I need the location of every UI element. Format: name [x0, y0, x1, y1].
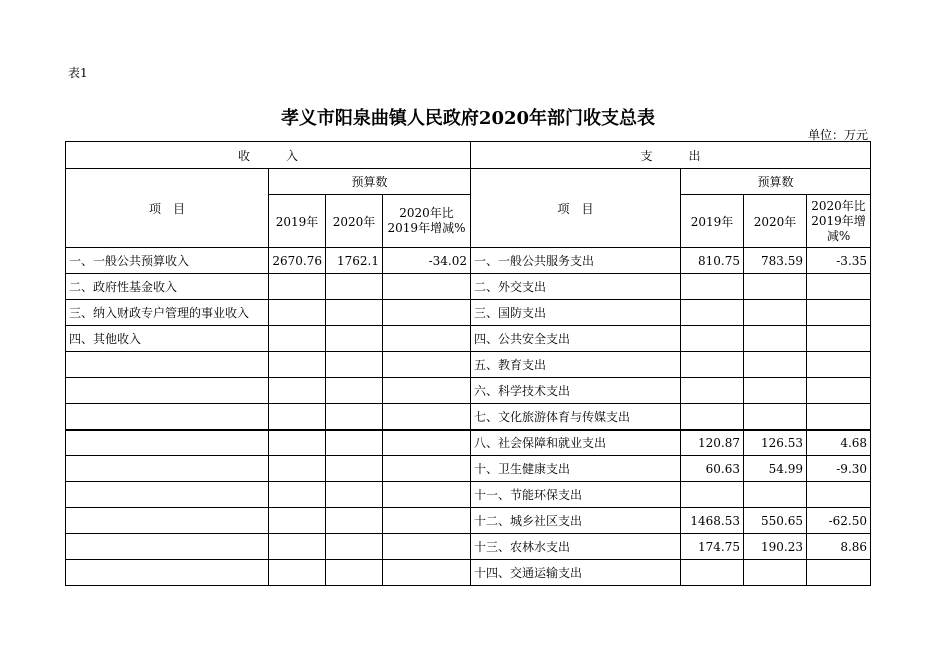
table-row — [66, 482, 871, 508]
income-change-cell — [383, 404, 471, 430]
income-change-cell — [383, 430, 471, 456]
expense-change-cell: -9.30 — [807, 456, 871, 482]
expense-item-cell: 六、科学技术支出 — [471, 378, 681, 404]
table-row — [66, 274, 871, 300]
table-row — [66, 456, 871, 482]
expense-2020-cell: 550.65 — [744, 508, 807, 534]
income-change-cell — [383, 326, 471, 352]
income-item-cell — [66, 482, 269, 508]
expense-item-cell: 二、外交支出 — [471, 274, 681, 300]
income-change-cell — [383, 456, 471, 482]
income-2020-cell — [326, 274, 383, 300]
income-2020-cell — [326, 534, 383, 560]
expense-2020-header: 2020年 — [744, 195, 807, 248]
income-2020-cell — [326, 456, 383, 482]
income-item-cell — [66, 508, 269, 534]
income-change-cell — [383, 352, 471, 378]
expense-2020-cell — [744, 560, 807, 586]
header-row-2 — [66, 169, 871, 195]
income-2019-cell — [269, 534, 326, 560]
expense-2020-cell: 783.59 — [744, 248, 807, 274]
expense-change-cell — [807, 404, 871, 430]
table-row — [66, 248, 871, 274]
income-item-cell — [66, 404, 269, 430]
expense-change-header: 2020年比2019年增减% — [807, 195, 871, 248]
expense-change-cell — [807, 326, 871, 352]
expense-2020-cell — [744, 378, 807, 404]
table-row — [66, 560, 871, 586]
income-change-cell — [383, 482, 471, 508]
income-2020-cell — [326, 326, 383, 352]
expense-2020-cell — [744, 404, 807, 430]
expense-2019-cell: 810.75 — [681, 248, 744, 274]
header-row-1 — [66, 142, 871, 169]
expense-2019-cell: 120.87 — [681, 430, 744, 456]
expense-change-cell — [807, 560, 871, 586]
expense-item-cell: 十四、交通运输支出 — [471, 560, 681, 586]
income-2019-cell — [269, 508, 326, 534]
income-2020-cell — [326, 482, 383, 508]
income-change-cell: -34.02 — [383, 248, 471, 274]
expense-change-cell: 8.86 — [807, 534, 871, 560]
income-2019-cell — [269, 560, 326, 586]
expense-change-cell — [807, 352, 871, 378]
table-row — [66, 508, 871, 534]
income-2020-cell — [326, 508, 383, 534]
income-2020-cell — [326, 430, 383, 456]
expense-2019-cell: 60.63 — [681, 456, 744, 482]
income-2020-cell — [326, 378, 383, 404]
expense-change-cell: -62.50 — [807, 508, 871, 534]
expense-change-cell — [807, 300, 871, 326]
expense-item-cell: 七、文化旅游体育与传媒支出 — [471, 404, 681, 430]
income-2019-cell — [269, 430, 326, 456]
income-2019-cell — [269, 326, 326, 352]
expense-item-header: 项 目 — [471, 169, 681, 248]
expense-2019-cell — [681, 482, 744, 508]
income-2020-cell — [326, 300, 383, 326]
unit-label: 单位：万元 — [807, 128, 868, 142]
expense-2019-cell — [681, 352, 744, 378]
income-item-cell — [66, 378, 269, 404]
table-label: 表1 — [68, 66, 88, 80]
income-item-cell: 一、一般公共预算收入 — [66, 248, 269, 274]
table-row — [66, 300, 871, 326]
income-2020-cell — [326, 560, 383, 586]
income-2019-header: 2019年 — [269, 195, 326, 248]
expense-item-cell: 三、国防支出 — [471, 300, 681, 326]
page-title: 孝义市阳泉曲镇人民政府2020年部门收支总表 — [280, 108, 656, 129]
income-item-cell — [66, 560, 269, 586]
expense-2019-cell — [681, 378, 744, 404]
expense-2020-cell — [744, 274, 807, 300]
expense-2019-cell — [681, 560, 744, 586]
expense-2020-cell: 190.23 — [744, 534, 807, 560]
expense-budget-header: 预算数 — [681, 169, 871, 195]
expense-change-cell — [807, 378, 871, 404]
expense-change-cell — [807, 482, 871, 508]
income-item-cell — [66, 352, 269, 378]
expense-2020-cell — [744, 482, 807, 508]
income-item-cell — [66, 456, 269, 482]
expense-change-cell: -3.35 — [807, 248, 871, 274]
table-row — [66, 404, 871, 430]
income-change-cell — [383, 534, 471, 560]
budget-table — [65, 141, 871, 586]
expense-item-cell: 五、教育支出 — [471, 352, 681, 378]
income-change-cell — [383, 378, 471, 404]
expense-change-cell — [807, 274, 871, 300]
expense-2019-cell — [681, 300, 744, 326]
income-2019-cell — [269, 482, 326, 508]
expense-header: 支 出 — [471, 142, 871, 169]
income-item-cell — [66, 534, 269, 560]
income-2019-cell — [269, 274, 326, 300]
income-header: 收 入 — [66, 142, 471, 169]
expense-item-cell: 十一、节能环保支出 — [471, 482, 681, 508]
expense-item-cell: 一、一般公共服务支出 — [471, 248, 681, 274]
income-2019-cell — [269, 352, 326, 378]
expense-item-cell: 八、社会保障和就业支出 — [471, 430, 681, 456]
income-2019-cell — [269, 404, 326, 430]
income-item-cell: 三、纳入财政专户管理的事业收入 — [66, 300, 269, 326]
table-row — [66, 534, 871, 560]
expense-item-cell: 十三、农林水支出 — [471, 534, 681, 560]
table-row — [66, 326, 871, 352]
expense-item-cell: 四、公共安全支出 — [471, 326, 681, 352]
expense-item-cell: 十二、城乡社区支出 — [471, 508, 681, 534]
income-2019-cell: 2670.76 — [269, 248, 326, 274]
expense-2019-cell — [681, 404, 744, 430]
expense-2020-cell — [744, 300, 807, 326]
income-item-cell — [66, 430, 269, 456]
expense-2019-header: 2019年 — [681, 195, 744, 248]
expense-change-cell: 4.68 — [807, 430, 871, 456]
income-budget-header: 预算数 — [269, 169, 471, 195]
expense-2020-cell: 126.53 — [744, 430, 807, 456]
income-item-header: 项 目 — [66, 169, 269, 248]
expense-2019-cell: 1468.53 — [681, 508, 744, 534]
income-item-cell: 四、其他收入 — [66, 326, 269, 352]
income-change-header: 2020年比2019年增减% — [383, 195, 471, 248]
income-2020-header: 2020年 — [326, 195, 383, 248]
income-change-cell — [383, 508, 471, 534]
income-2019-cell — [269, 456, 326, 482]
income-change-cell — [383, 300, 471, 326]
income-change-cell — [383, 274, 471, 300]
income-2020-cell — [326, 404, 383, 430]
income-2020-cell: 1762.1 — [326, 248, 383, 274]
table-row — [66, 352, 871, 378]
expense-2020-cell: 54.99 — [744, 456, 807, 482]
expense-2019-cell — [681, 274, 744, 300]
income-item-cell: 二、政府性基金收入 — [66, 274, 269, 300]
table-row — [66, 430, 871, 456]
income-2019-cell — [269, 378, 326, 404]
expense-2019-cell: 174.75 — [681, 534, 744, 560]
expense-2020-cell — [744, 352, 807, 378]
expense-2020-cell — [744, 326, 807, 352]
table-row — [66, 378, 871, 404]
expense-item-cell: 十、卫生健康支出 — [471, 456, 681, 482]
income-2019-cell — [269, 300, 326, 326]
income-change-cell — [383, 560, 471, 586]
income-2020-cell — [326, 352, 383, 378]
expense-2019-cell — [681, 326, 744, 352]
